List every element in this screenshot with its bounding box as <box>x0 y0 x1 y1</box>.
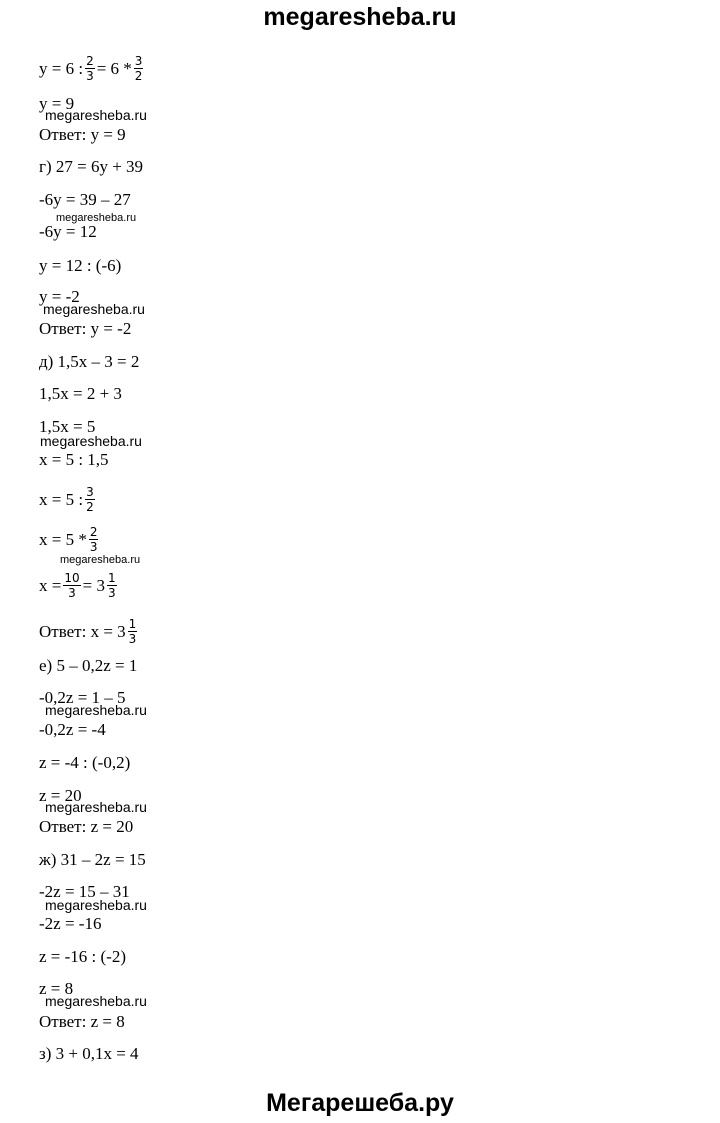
fraction: $\frac{1}{3}$ <box>128 617 137 646</box>
equation-line: x = $\frac{10}{3}$ = 3 $\frac{1}{3}$ <box>39 571 116 600</box>
equation-line: y = 9 <box>39 94 75 113</box>
watermark: megaresheba.ru <box>43 301 145 317</box>
fraction: $\frac{1}{3}$ <box>107 571 116 600</box>
answer-line: Ответ: z = 20 <box>39 817 134 836</box>
answer-line: Ответ: y = -2 <box>39 319 132 338</box>
task-heading: е) 5 – 0,2z = 1 <box>39 656 138 675</box>
task-heading: г) 27 = 6y + 39 <box>39 157 144 176</box>
answer-line: Ответ: x = 3 $\frac{1}{3}$ <box>39 617 137 646</box>
fraction: $\frac{2}{3}$ <box>86 54 94 83</box>
equation-line: z = 8 <box>39 979 74 998</box>
watermark: megaresheba.ru <box>45 993 147 1009</box>
equation-line: z = -4 : (-0,2) <box>39 753 131 772</box>
task-heading: д) 1,5x – 3 = 2 <box>39 352 140 371</box>
watermark: megaresheba.ru <box>45 107 147 123</box>
task-heading: з) 3 + 0,1x = 4 <box>39 1044 139 1063</box>
equation-line: z = -16 : (-2) <box>39 947 127 966</box>
equation-line: -2z = -16 <box>39 914 102 933</box>
task-heading: ж) 31 – 2z = 15 <box>39 850 146 869</box>
equation-line: -2z = 15 – 31 <box>39 882 130 901</box>
watermark: megaresheba.ru <box>45 897 147 913</box>
site-footer: Мегарешеба.ру <box>266 1089 454 1117</box>
watermark: megaresheba.ru <box>45 799 147 815</box>
equation-line: -0,2z = -4 <box>39 720 106 739</box>
site-header: megaresheba.ru <box>263 3 457 31</box>
watermark: megaresheba.ru <box>60 554 141 566</box>
watermark: megaresheba.ru <box>56 212 137 224</box>
watermark: megaresheba.ru <box>40 433 142 449</box>
fraction: $\frac{10}{3}$ <box>64 571 80 600</box>
equation-line: z = 20 <box>39 786 82 805</box>
equation-line: x = 5 : 1,5 <box>39 450 109 469</box>
answer-line: Ответ: y = 9 <box>39 125 126 144</box>
fraction: $\frac{2}{3}$ <box>89 525 98 554</box>
equation-line: y = 12 : (-6) <box>39 256 122 275</box>
equation-line: x = 5 * $\frac{2}{3}$ <box>39 525 98 554</box>
watermark: megaresheba.ru <box>45 702 147 718</box>
equation-line: 1,5x = 2 + 3 <box>39 384 122 403</box>
equation-line: x = 5 : $\frac{3}{2}$ <box>39 485 94 514</box>
answer-line: Ответ: z = 8 <box>39 1012 125 1031</box>
equation-line: -0,2z = 1 – 5 <box>39 688 126 707</box>
fraction: $\frac{3}{2}$ <box>134 54 143 83</box>
equation-line: 1,5x = 5 <box>39 417 96 436</box>
equation-line: -6y = 39 – 27 <box>39 190 131 209</box>
fraction: $\frac{3}{2}$ <box>86 485 94 514</box>
equation-line: y = -2 <box>39 287 80 306</box>
equation-line: -6y = 12 <box>39 222 97 241</box>
equation-line: y = 6 : $\frac{2}{3}$ = 6 * $\frac{3}{2}$ <box>39 54 143 83</box>
